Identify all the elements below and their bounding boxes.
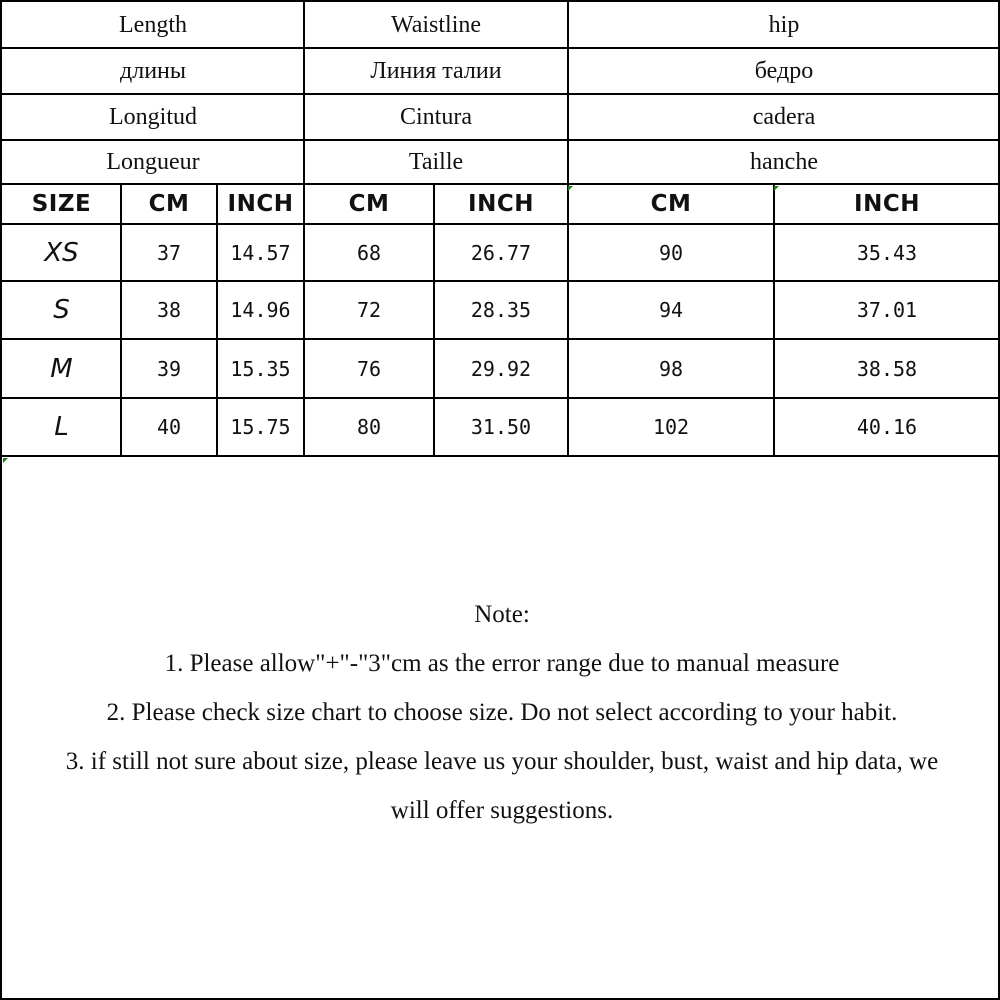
- measurement-cell: 38: [156, 298, 182, 322]
- measurement-cell: 31.50: [470, 415, 532, 439]
- note-title: Note:: [474, 601, 530, 628]
- table-rule: [2, 397, 1000, 399]
- table-rule: [2, 455, 1000, 457]
- measurement-cell: 38.58: [856, 356, 918, 381]
- label-hip-4: hanche: [750, 148, 818, 175]
- table-rule: [2, 183, 1000, 185]
- column-rule: [433, 184, 435, 456]
- column-rule: [303, 2, 305, 184]
- measurement-cell: 14.57: [230, 240, 291, 265]
- measurement-cell: 72: [356, 298, 382, 322]
- table-rule: [2, 280, 1000, 282]
- table-rule: [2, 338, 1000, 340]
- measurement-cell: 40.16: [856, 415, 918, 439]
- table-rule: [2, 93, 1000, 95]
- size-label-cell: L: [54, 412, 69, 442]
- label-hip-2: бедро: [754, 57, 814, 84]
- column-rule: [567, 2, 569, 184]
- label-waistline-2: Линия талии: [370, 57, 502, 84]
- column-rule: [773, 184, 775, 456]
- column-rule: [120, 184, 122, 456]
- measurement-cell: 15.75: [230, 415, 291, 439]
- measurement-cell: 98: [658, 356, 684, 381]
- measurement-cell: 28.35: [470, 298, 532, 322]
- measurement-cell: 37: [156, 240, 182, 265]
- measurement-cell: 37.01: [856, 298, 918, 322]
- size-label-cell: S: [53, 295, 70, 325]
- measurement-cell: 94: [658, 298, 684, 322]
- size-label-cell: M: [50, 353, 73, 384]
- corner-mark: [774, 186, 779, 191]
- size-header: SIZE: [31, 191, 92, 217]
- measurement-cell: 14.96: [230, 298, 291, 322]
- column-rule: [303, 184, 305, 456]
- measurement-cell: 80: [356, 415, 382, 439]
- note-line-3: 3. if still not sure about size, please leave us your shoulder, bust, waist and hip data, we: [65, 748, 939, 775]
- label-hip-3: cadera: [752, 103, 816, 130]
- label-length-2: длины: [120, 57, 186, 84]
- measurement-cell: 102: [652, 415, 690, 439]
- corner-mark: [3, 458, 8, 463]
- label-length-1: Length: [119, 11, 187, 38]
- label-length-3: Longitud: [109, 103, 197, 130]
- measurement-cell: 39: [156, 356, 182, 381]
- corner-mark: [568, 186, 573, 191]
- table-rule: [2, 223, 1000, 225]
- waist-cm-header: CM: [348, 191, 390, 217]
- note-line-4: will offer suggestions.: [390, 797, 614, 824]
- label-hip-1: hip: [768, 11, 800, 38]
- note-line-2: 2. Please check size chart to choose size. Do not select according to your habit.: [106, 699, 898, 726]
- waist-inch-header: INCH: [468, 191, 534, 217]
- table-rule: [2, 139, 1000, 141]
- hip-inch-header: INCH: [854, 191, 920, 217]
- column-rule: [567, 184, 569, 456]
- measurement-cell: 35.43: [856, 240, 918, 265]
- size-label-cell: XS: [44, 237, 79, 268]
- measurement-cell: 26.77: [470, 240, 532, 265]
- measurement-cell: 29.92: [470, 356, 532, 381]
- measurement-cell: 40: [156, 415, 182, 439]
- length-inch-header: INCH: [227, 191, 294, 217]
- table-rule: [2, 47, 1000, 49]
- note-section: [2, 590, 1000, 835]
- measurement-cell: 90: [658, 240, 684, 265]
- label-waistline-3: Cintura: [400, 103, 472, 130]
- measurement-cell: 76: [356, 356, 382, 381]
- length-cm-header: CM: [148, 191, 190, 217]
- label-waistline-1: Waistline: [390, 11, 482, 38]
- note-line-1: 1. Please allow"+"-"3"cm as the error range due to manual measure: [164, 650, 840, 677]
- measurement-cell: 15.35: [230, 356, 291, 381]
- hip-cm-header: CM: [650, 191, 692, 217]
- measurement-cell: 68: [356, 240, 382, 265]
- column-rule: [216, 184, 218, 456]
- label-waistline-4: Taille: [408, 148, 464, 175]
- label-length-4: Longueur: [106, 148, 200, 175]
